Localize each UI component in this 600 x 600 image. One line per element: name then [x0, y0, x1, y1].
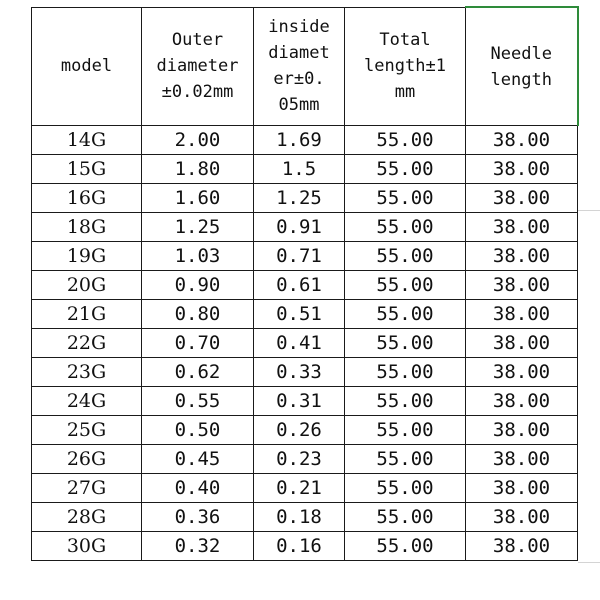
cell-needle-length[interactable]: 38.00 — [466, 329, 578, 358]
cell-inside-diameter[interactable]: 0.51 — [254, 300, 345, 329]
cell-inside-diameter[interactable]: 1.69 — [254, 126, 345, 155]
cell-inside-diameter[interactable]: 0.41 — [254, 329, 345, 358]
table-row — [32, 416, 578, 445]
cell-inside-diameter[interactable]: 0.31 — [254, 387, 345, 416]
cell-outer-diameter[interactable]: 0.36 — [142, 503, 254, 532]
cell-inside-diameter[interactable]: 0.91 — [254, 213, 345, 242]
table-row — [32, 184, 578, 213]
cell-needle-length[interactable]: 38.00 — [466, 242, 578, 271]
cell-model[interactable]: 23G — [32, 358, 142, 387]
cell-needle-length[interactable]: 38.00 — [466, 416, 578, 445]
table-row — [32, 155, 578, 184]
cell-model[interactable]: 18G — [32, 213, 142, 242]
header-cell-total-length[interactable]: Total length±1 mm — [345, 7, 466, 126]
cell-needle-length[interactable]: 38.00 — [466, 358, 578, 387]
cell-model[interactable]: 30G — [32, 532, 142, 561]
table-body — [32, 126, 578, 561]
cell-inside-diameter[interactable]: 1.25 — [254, 184, 345, 213]
cell-outer-diameter[interactable]: 0.32 — [142, 532, 254, 561]
cell-outer-diameter[interactable]: 0.40 — [142, 474, 254, 503]
cell-total-length[interactable]: 55.00 — [345, 532, 466, 561]
table-row — [32, 242, 578, 271]
cell-model[interactable]: 28G — [32, 503, 142, 532]
cell-needle-length[interactable]: 38.00 — [466, 445, 578, 474]
cell-total-length[interactable]: 55.00 — [345, 213, 466, 242]
cell-outer-diameter[interactable]: 0.90 — [142, 271, 254, 300]
cell-total-length[interactable]: 55.00 — [345, 474, 466, 503]
table-row — [32, 503, 578, 532]
cell-outer-diameter[interactable]: 1.60 — [142, 184, 254, 213]
header-cell-model[interactable]: model — [32, 7, 142, 126]
cell-needle-length[interactable]: 38.00 — [466, 126, 578, 155]
cell-model[interactable]: 21G — [32, 300, 142, 329]
cell-outer-diameter[interactable]: 0.80 — [142, 300, 254, 329]
cell-needle-length[interactable]: 38.00 — [466, 474, 578, 503]
cell-needle-length[interactable]: 38.00 — [466, 213, 578, 242]
cell-inside-diameter[interactable]: 0.26 — [254, 416, 345, 445]
cell-model[interactable]: 20G — [32, 271, 142, 300]
cell-outer-diameter[interactable]: 2.00 — [142, 126, 254, 155]
cell-inside-diameter[interactable]: 0.21 — [254, 474, 345, 503]
header-row — [32, 7, 578, 126]
table-row — [32, 474, 578, 503]
cell-outer-diameter[interactable]: 0.50 — [142, 416, 254, 445]
needle-spec-table — [31, 6, 579, 561]
cell-inside-diameter[interactable]: 0.18 — [254, 503, 345, 532]
cell-outer-diameter[interactable]: 0.62 — [142, 358, 254, 387]
cell-inside-diameter[interactable]: 0.23 — [254, 445, 345, 474]
cell-inside-diameter[interactable]: 0.33 — [254, 358, 345, 387]
table-row — [32, 126, 578, 155]
cell-needle-length[interactable]: 38.00 — [466, 271, 578, 300]
cell-inside-diameter[interactable]: 0.61 — [254, 271, 345, 300]
header-cell-outer-diameter[interactable]: Outer diameter ±0.02mm — [142, 7, 254, 126]
table-row — [32, 358, 578, 387]
cell-needle-length[interactable]: 38.00 — [466, 387, 578, 416]
cell-total-length[interactable]: 55.00 — [345, 184, 466, 213]
cell-model[interactable]: 14G — [32, 126, 142, 155]
cell-needle-length[interactable]: 38.00 — [466, 184, 578, 213]
cell-total-length[interactable]: 55.00 — [345, 271, 466, 300]
cell-total-length[interactable]: 55.00 — [345, 445, 466, 474]
cell-total-length[interactable]: 55.00 — [345, 242, 466, 271]
cell-total-length[interactable]: 55.00 — [345, 387, 466, 416]
cell-outer-diameter[interactable]: 0.70 — [142, 329, 254, 358]
cell-outer-diameter[interactable]: 1.03 — [142, 242, 254, 271]
table-row — [32, 271, 578, 300]
cell-model[interactable]: 27G — [32, 474, 142, 503]
cell-total-length[interactable]: 55.00 — [345, 503, 466, 532]
cell-model[interactable]: 15G — [32, 155, 142, 184]
cell-total-length[interactable]: 55.00 — [345, 329, 466, 358]
table-row — [32, 300, 578, 329]
table-row — [32, 329, 578, 358]
cell-model[interactable]: 26G — [32, 445, 142, 474]
cell-outer-diameter[interactable]: 0.45 — [142, 445, 254, 474]
cell-model[interactable]: 16G — [32, 184, 142, 213]
header-cell-inside-diameter[interactable]: inside diamet er±0. 05mm — [254, 7, 345, 126]
table-row — [32, 387, 578, 416]
cell-inside-diameter[interactable]: 0.71 — [254, 242, 345, 271]
cell-outer-diameter[interactable]: 1.80 — [142, 155, 254, 184]
cell-needle-length[interactable]: 38.00 — [466, 155, 578, 184]
cell-needle-length[interactable]: 38.00 — [466, 532, 578, 561]
gridline — [578, 210, 600, 211]
cell-total-length[interactable]: 55.00 — [345, 416, 466, 445]
cell-total-length[interactable]: 55.00 — [345, 300, 466, 329]
cell-total-length[interactable]: 55.00 — [345, 126, 466, 155]
cell-needle-length[interactable]: 38.00 — [466, 503, 578, 532]
cell-model[interactable]: 22G — [32, 329, 142, 358]
table-row — [32, 532, 578, 561]
cell-needle-length[interactable]: 38.00 — [466, 300, 578, 329]
cell-outer-diameter[interactable]: 0.55 — [142, 387, 254, 416]
cell-outer-diameter[interactable]: 1.25 — [142, 213, 254, 242]
table-row — [32, 213, 578, 242]
cell-model[interactable]: 25G — [32, 416, 142, 445]
cell-inside-diameter[interactable]: 1.5 — [254, 155, 345, 184]
cell-total-length[interactable]: 55.00 — [345, 155, 466, 184]
cell-model[interactable]: 19G — [32, 242, 142, 271]
cell-inside-diameter[interactable]: 0.16 — [254, 532, 345, 561]
cell-total-length[interactable]: 55.00 — [345, 358, 466, 387]
cell-model[interactable]: 24G — [32, 387, 142, 416]
gridline — [578, 562, 600, 563]
table-row — [32, 445, 578, 474]
header-cell-needle-length[interactable]: Needle length — [466, 7, 578, 126]
